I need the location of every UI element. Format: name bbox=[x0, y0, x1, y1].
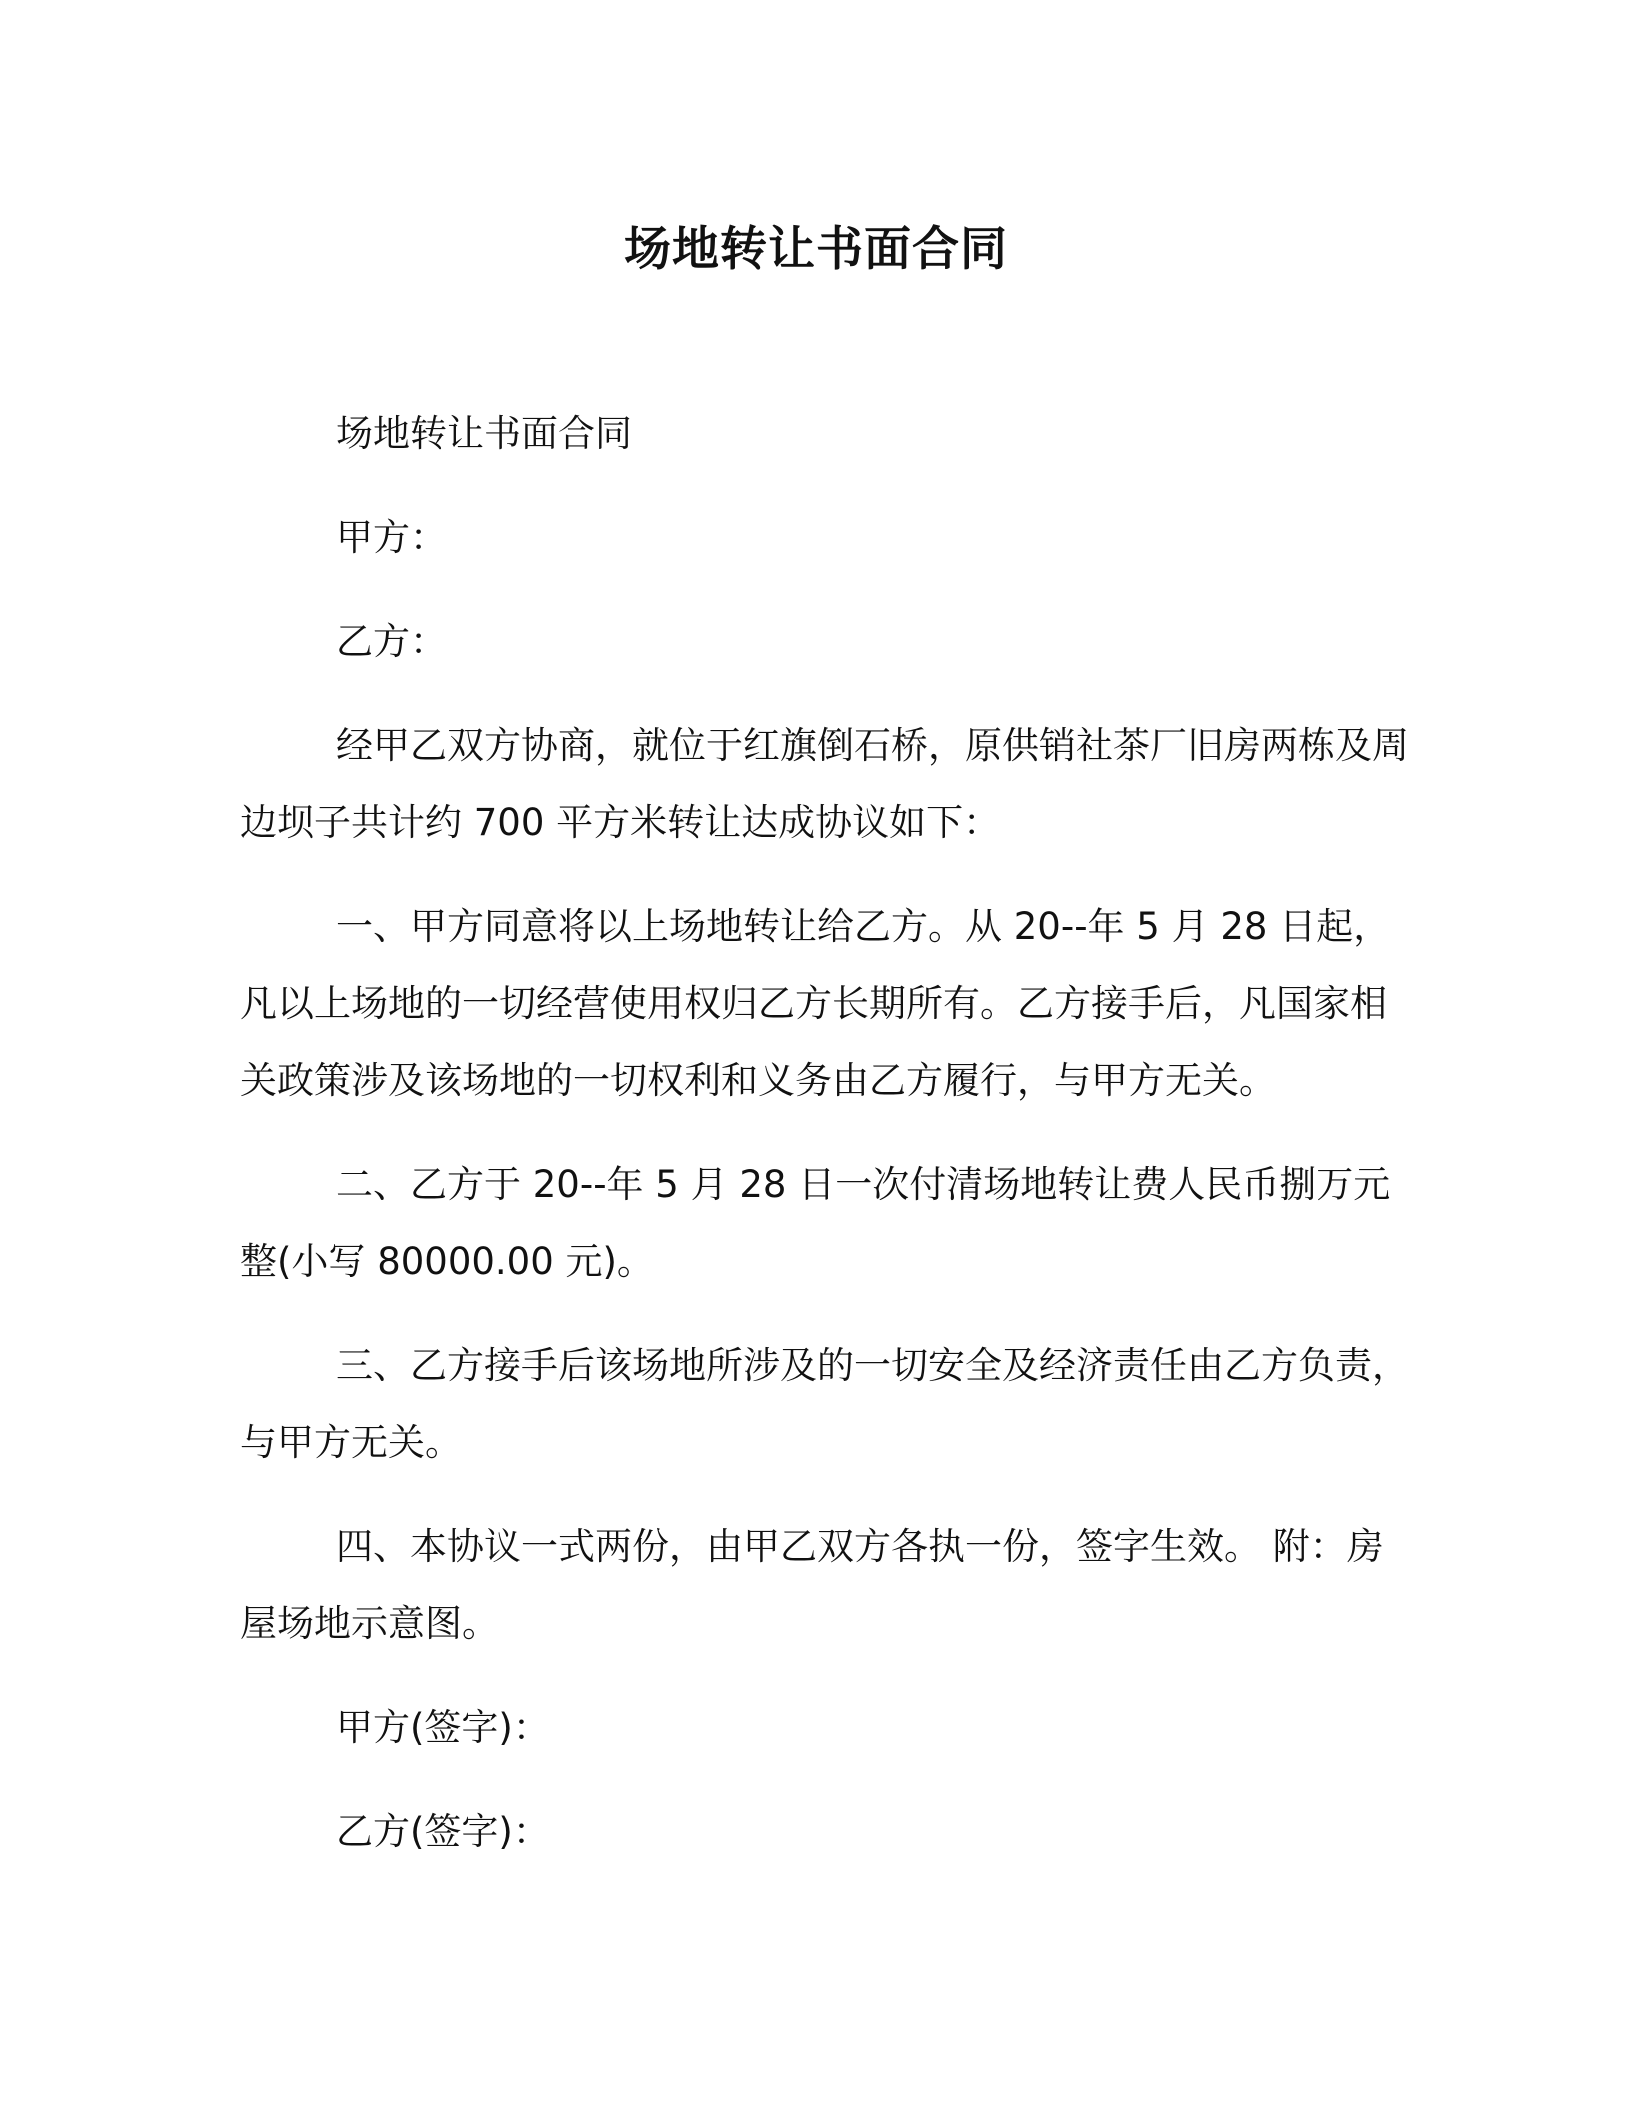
intro-paragraph: 经甲乙双方协商，就位于红旗倒石桥，原供销社茶厂旧房两栋及周边坝子共计约 700 平方米转让达成协议如下： bbox=[240, 724, 1409, 844]
clause-4: 四、本协议一式两份，由甲乙双方各执一份，签字生效。 附：房屋场地示意图。 bbox=[240, 1525, 1384, 1645]
clause-1: 一、甲方同意将以上场地转让给乙方。从 20--年 5 月 28 日起，凡以上场地的一切经营使用权归乙方长期所有。乙方接手后，凡国家相关政策涉及该场地的一切权利和义务由乙方履行，与甲方无关。 bbox=[240, 905, 1391, 1102]
subtitle-line: 场地转让书面合同 bbox=[336, 412, 632, 455]
party-b-signature-line: 乙方(签字)： bbox=[336, 1810, 550, 1853]
party-a-signature-line: 甲方(签字)： bbox=[336, 1706, 550, 1749]
document-body bbox=[240, 395, 1412, 1897]
clause-2: 二、乙方于 20--年 5 月 28 日一次付清场地转让费人民币捌万元整(小写 80000.00 元)。 bbox=[240, 1163, 1391, 1283]
document-title: 场地转让书面合同 bbox=[624, 222, 1008, 277]
clause-3: 三、乙方接手后该场地所涉及的一切安全及经济责任由乙方负责，与甲方无关。 bbox=[240, 1344, 1409, 1464]
party-b-line: 乙方： bbox=[336, 620, 447, 663]
party-a-line: 甲方： bbox=[336, 516, 447, 559]
